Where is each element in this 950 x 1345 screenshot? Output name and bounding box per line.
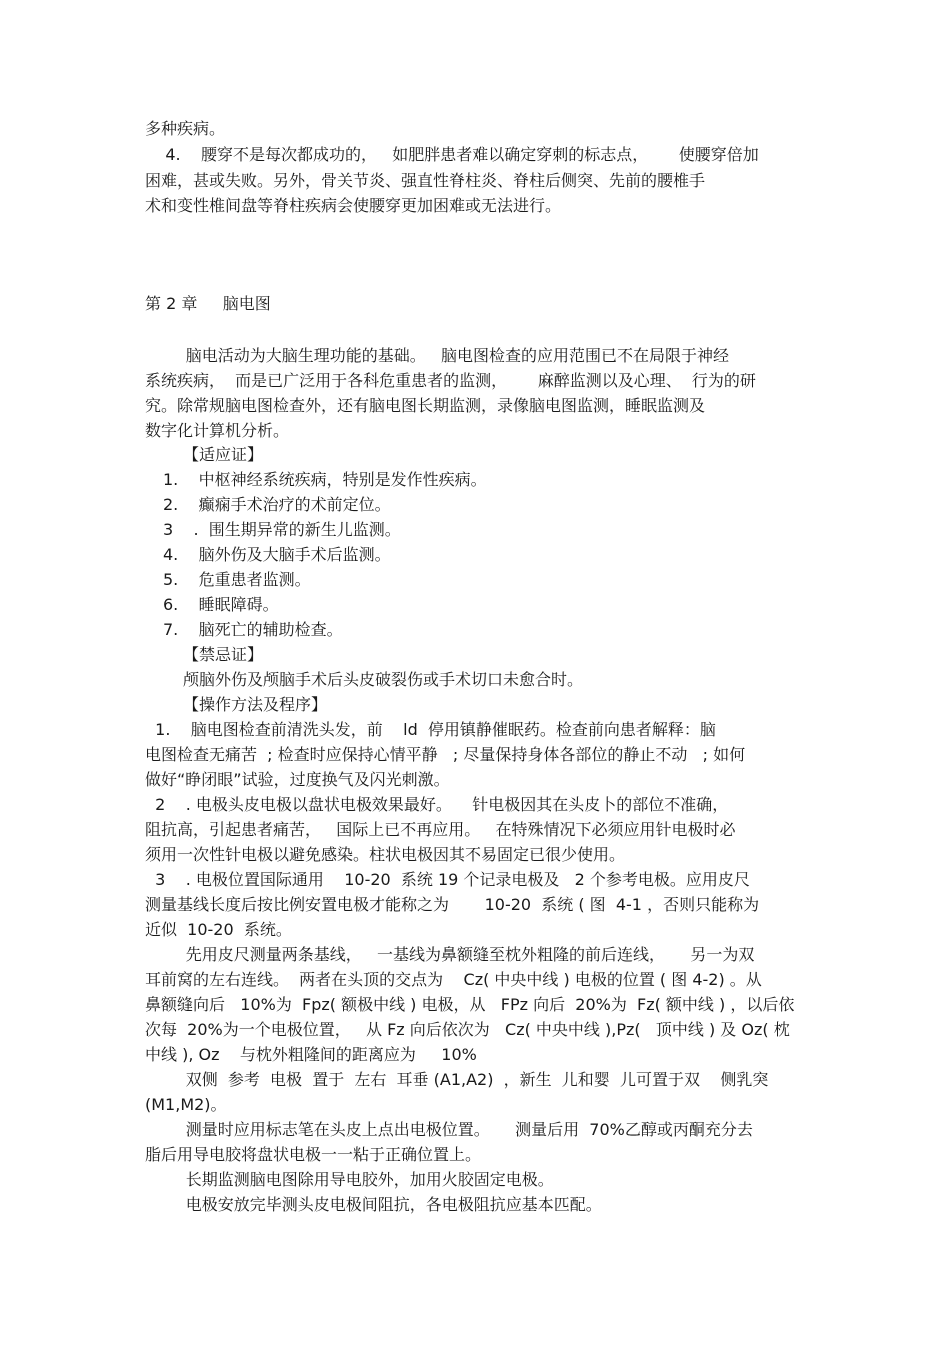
text-line: 阻抗高，引起患者痛苦， 国际上已不再应用。 在特殊情况下必须应用针电极时必 — [145, 820, 736, 839]
text-line: 先用皮尺测量两条基线， 一基线为鼻额缝至枕外粗隆的前后连线， 另一为双 — [145, 945, 755, 964]
text-line: 颅脑外伤及颅脑手术后头皮破裂伤或手术切口未愈合时。 — [183, 670, 584, 689]
text-line: 系统疾病， 而是已广泛用于各科危重患者的监测， 麻醉监测以及心理、 行为的研 — [145, 371, 756, 390]
text-line: 中线 ), Oz 与枕外粗隆间的距离应为 10% — [145, 1045, 477, 1064]
text-line: 多种疾病。 — [145, 119, 226, 138]
text-line: 近似 10-20 系统。 — [145, 920, 292, 939]
text-line: 次每 20%为一个电极位置， 从 Fz 向后依次为 Cz( 中央中线 ),Pz( 顶中线 ) 及 Oz( 枕 — [145, 1020, 790, 1039]
section-heading-procedure: 【操作方法及程序】 — [183, 695, 328, 714]
text-line: 鼻额缝向后 10%为 Fpz( 额极中线 ) 电极，从 FPz 向后 20%为 Fz( 额中线 ) ，以后依 — [145, 995, 795, 1014]
chapter-title: 第 2 章 脑电图 — [145, 294, 271, 313]
text-line: 长期监测脑电图除用导电胶外，加用火胶固定电极。 — [145, 1170, 554, 1189]
text-line: 须用一次性针电极以避免感染。柱状电极因其不易固定已很少使用。 — [145, 845, 626, 864]
text-line: 脑电活动为大脑生理功能的基础。 脑电图检查的应用范围已不在局限于神经 — [145, 346, 729, 365]
list-item: 1. 中枢神经系统疾病，特别是发作性疾病。 — [163, 470, 487, 489]
text-line: 耳前窝的左右连线。 两者在头顶的交点为 Cz( 中央中线 ) 电极的位置 ( 图 4-2) 。从 — [145, 970, 762, 989]
text-line: 究。除常规脑电图检查外，还有脑电图长期监测，录像脑电图监测，睡眠监测及 — [145, 396, 706, 415]
list-item: 6. 睡眠障碍。 — [163, 595, 279, 614]
list-item: 2. 癫痫手术治疗的术前定位。 — [163, 495, 391, 514]
list-item: 7. 脑死亡的辅助检查。 — [163, 620, 343, 639]
list-item: 4. 脑外伤及大脑手术后监测。 — [163, 545, 391, 564]
text-line: 测量时应用标志笔在头皮上点出电极位置。 测量后用 70%乙醇或丙酮充分去 — [145, 1120, 753, 1139]
text-line: 做好“睁闭眼”试验，过度换气及闪光刺激。 — [145, 770, 450, 789]
text-line: 2 . 电极头皮电极以盘状电极效果最好。 针电极因其在头皮卜的部位不准确， — [145, 795, 729, 814]
section-heading-contraindications: 【禁忌证】 — [183, 645, 264, 664]
text-line: 电极安放完毕测头皮电极间阻抗，各电极阻抗应基本匹配。 — [145, 1195, 602, 1214]
text-line: 脂后用导电胶将盘状电极一一粘于正确位置上。 — [145, 1145, 482, 1164]
text-line: 3 . 电极位置国际通用 10-20 系统 19 个记录电极及 2 个参考电极。应用皮尺 — [145, 870, 750, 889]
list-item: 5. 危重患者监测。 — [163, 570, 311, 589]
text-line: 4. 腰穿不是每次都成功的， 如肥胖患者难以确定穿刺的标志点， 使腰穿倍加 — [145, 145, 759, 164]
text-line: 数字化计算机分析。 — [145, 421, 290, 440]
text-line: 双侧 参考 电极 置于 左右 耳垂 (A1,A2) ，新生 儿和婴 儿可置于双 侧乳突 — [145, 1070, 769, 1089]
list-item: 3 . 围生期异常的新生儿监测。 — [163, 520, 401, 539]
text-line: 测量基线长度后按比例安置电极才能称之为 10-20 系统 ( 图 4-1 ，否则只能称为 — [145, 895, 760, 914]
text-line: 1. 脑电图检查前清洗头发，前 ld 停用镇静催眠药。检查前向患者解释：脑 — [145, 720, 716, 739]
text-line: 电图检查无痛苦 ; 检查时应保持心情平静 ; 尽量保持身体各部位的静止不动 ; 如何 — [145, 745, 746, 764]
text-line: 术和变性椎间盘等脊柱疾病会使腰穿更加困难或无法进行。 — [145, 196, 562, 215]
section-heading-indications: 【适应证】 — [183, 445, 264, 464]
text-line: (M1,M2)。 — [145, 1095, 227, 1114]
text-line: 困难，甚或失败。另外，骨关节炎、强直性脊柱炎、脊柱后侧突、先前的腰椎手 — [145, 171, 706, 190]
